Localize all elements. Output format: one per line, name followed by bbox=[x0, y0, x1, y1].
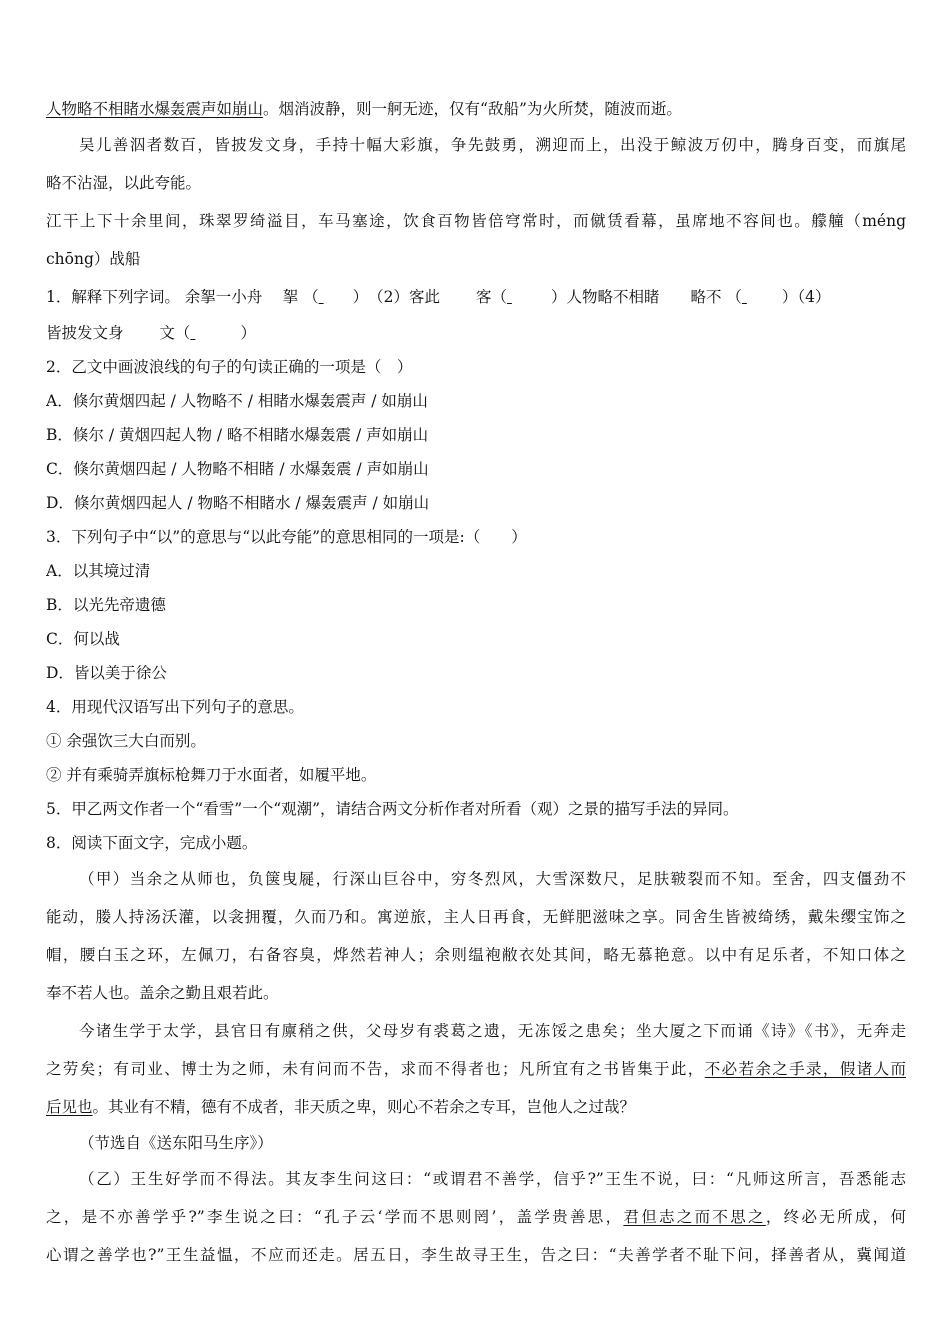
document-page bbox=[46, 92, 906, 1274]
passage-line: 人物略不相睹水爆轰震声如崩山。烟消波静，则一舸无迹，仅有“敌船”为火所焚，随波而逝。 bbox=[46, 100, 682, 118]
underlined-sentence: 后见也 bbox=[46, 1098, 93, 1116]
question-3: 3．下列句子中“以”的意思与“以此夸能”的意思相同的一项是:（ ） bbox=[46, 528, 527, 546]
answer-blank[interactable] bbox=[319, 278, 353, 316]
underlined-sentence: 人物略不相睹水爆轰震声如崩山 bbox=[46, 100, 264, 118]
passage-line: （乙）王生好学而不得法。其友李生问这曰：“或谓君不善学，信乎?”王生不说，曰：“凡师这所言，吾悉能志 bbox=[79, 1170, 906, 1188]
answer-blank[interactable] bbox=[507, 278, 551, 316]
passage-line: 江干上下十余里间，珠翠罗绮溢目，车马塞途，饮食百物皆倍穹常时，而僦赁看幕，虽席地不容间也。艨艟（méng bbox=[46, 212, 906, 230]
section-8-heading: 8．阅读下面文字，完成小题。 bbox=[46, 834, 258, 852]
passage-line: 今诸生学于太学，县官日有廪稍之供，父母岁有裘葛之遗，无冻馁之患矣；坐大厦之下而诵《诗》《书》，无奔走 bbox=[79, 1022, 906, 1040]
option-d: D．倏尔黄烟四起人 / 物略不相睹水 / 爆轰震声 / 如崩山 bbox=[46, 494, 430, 512]
passage-line: （甲）当余之从师也，负箧曳屣，行深山巨谷中，穷冬烈风，大雪深数尺，足肤皲裂而不知。至舍，四支僵劲不 bbox=[79, 870, 906, 888]
question-1: 1．解释下列字词。 余挐一小舟 挐 （ ） （2）客此 客（ ）人物略不相睹 略不 （ ）（4） bbox=[46, 278, 906, 316]
option-b: B．以光先帝遗德 bbox=[46, 596, 166, 614]
passage-line: 奉不若人也。盖余之勤且艰若此。 bbox=[46, 984, 279, 1002]
option-a: A．倏尔黄烟四起 / 人物略不 / 相睹水爆轰震声 / 如崩山 bbox=[46, 392, 428, 410]
question-4-item: ② 并有乘骑弄旗标枪舞刀于水面者，如履平地。 bbox=[46, 766, 377, 784]
question-5: 5．甲乙两文作者一个“看雪”一个“观潮”，请结合两文分析作者对所看（观）之景的描写手法的异同。 bbox=[46, 800, 739, 818]
question-4-item: ① 余强饮三大白而别。 bbox=[46, 732, 206, 750]
question-4: 4．用现代汉语写出下列句子的意思。 bbox=[46, 698, 304, 716]
option-b: B．倏尔 / 黄烟四起人物 / 略不相睹水爆轰震 / 声如崩山 bbox=[46, 426, 429, 444]
passage-line: 略不沾湿，以此夸能。 bbox=[46, 174, 202, 192]
option-c: C．倏尔黄烟四起 / 人物略不相睹 / 水爆轰震 / 声如崩山 bbox=[46, 460, 429, 478]
answer-blank[interactable] bbox=[742, 278, 782, 316]
question-2: 2．乙文中画波浪线的句子的句读正确的一项是（ ） bbox=[46, 358, 413, 376]
source-citation: （节选自《送东阳马生序》） bbox=[79, 1134, 273, 1152]
option-c: C．何以战 bbox=[46, 630, 120, 648]
passage-line: 之，是不亦善学乎?”李生说之曰：“孔子云‘学而不思则罔’，盖学贵善思，君但志之而不思之，终必无所成，何 bbox=[46, 1208, 906, 1226]
option-d: D．皆以美于徐公 bbox=[46, 664, 167, 682]
passage-line: 之劳矣；有司业、博士为之师，未有问而不告，求而不得者也；凡所宜有之书皆集于此，不必若余之手录，假诸人而 bbox=[46, 1060, 906, 1078]
passage-line: chōng）战船 bbox=[46, 250, 141, 268]
question-1-cont: 皆披发文身 文（ ） bbox=[46, 316, 906, 350]
answer-blank[interactable] bbox=[190, 316, 240, 350]
underlined-sentence: 君但志之而不思之 bbox=[623, 1208, 766, 1226]
passage-line: 吴儿善泅者数百，皆披发文身，手持十幅大彩旗，争先鼓勇，溯迎而上，出没于鲸波万仞中，腾身百变，而旗尾 bbox=[79, 136, 906, 154]
passage-line: 能动，媵人持汤沃灌，以衾拥覆，久而乃和。寓逆旅，主人日再食，无鲜肥滋味之享。同舍生皆被绮绣，戴朱缨宝饰之 bbox=[46, 908, 906, 926]
underlined-sentence: 不必若余之手录，假诸人而 bbox=[704, 1060, 906, 1078]
option-a: A．以其境过清 bbox=[46, 562, 151, 580]
passage-line: 心谓之善学也?”王生益愠，不应而还走。居五日，李生故寻王生，告之曰：“夫善学者不耻下问，择善者从，冀闻道 bbox=[46, 1246, 906, 1264]
passage-line: 帽，腰白玉之环，左佩刀，右备容臭，烨然若神人；余则缊袍敝衣处其间，略无慕艳意。以中有足乐者，不知口体之 bbox=[46, 946, 906, 964]
passage-line: 后见也。其业有不精，德有不成者，非天质之卑，则心不若余之专耳，岂他人之过哉？ bbox=[46, 1098, 636, 1116]
